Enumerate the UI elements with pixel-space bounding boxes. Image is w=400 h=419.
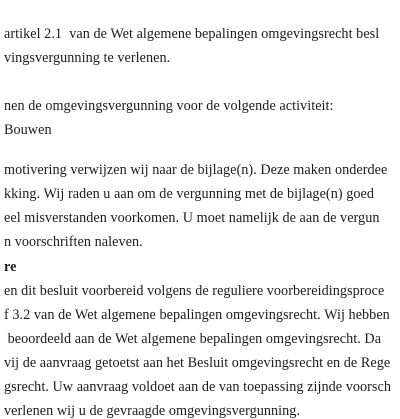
motivation-line-3: eel misverstanden voorkomen. U moet namelijk de aan de vergun [4,210,380,226]
motivation-line-2: kking. Wij raden u aan om de vergunning met de bijlage(n) goed [4,186,378,202]
motivation-line-4: n voorschriften naleven. [4,234,143,250]
procedure-line-6: verlenen wij u de gevraagde omgevingsvergunning. [4,403,301,419]
procedure-line-2: f 3.2 van de Wet algemene bepalingen omgevingsrecht. Wij hebben [4,307,390,323]
procedure-line-1: en dit besluit voorbereid volgens de reguliere voorbereidingsproce [4,283,385,299]
intro-line-1: artikel 2.1 van de Wet algemene bepalingen omgevingsrecht besl [4,26,380,42]
procedure-line-4: vij de aanvraag getoetst aan het Besluit omgevingsrecht en de Rege [4,355,391,371]
motivation-line-1: motivering verwijzen wij naar de bijlage(n). Deze maken onderdee [4,162,388,178]
procedure-line-3: beoordeeld aan de Wet algemene bepalingen omgevingsrecht. Da [4,331,382,347]
procedure-heading: re [4,259,17,275]
procedure-line-5: gsrecht. Uw aanvraag voldoet aan de van toepassing zijnde voorsch [4,379,391,395]
intro-line-2: vingsvergunning te verlenen. [4,50,171,66]
activity-line-1: nen de omgevingsvergunning voor de volgende activiteit: [4,98,334,114]
activity-line-2: Bouwen [4,122,52,138]
